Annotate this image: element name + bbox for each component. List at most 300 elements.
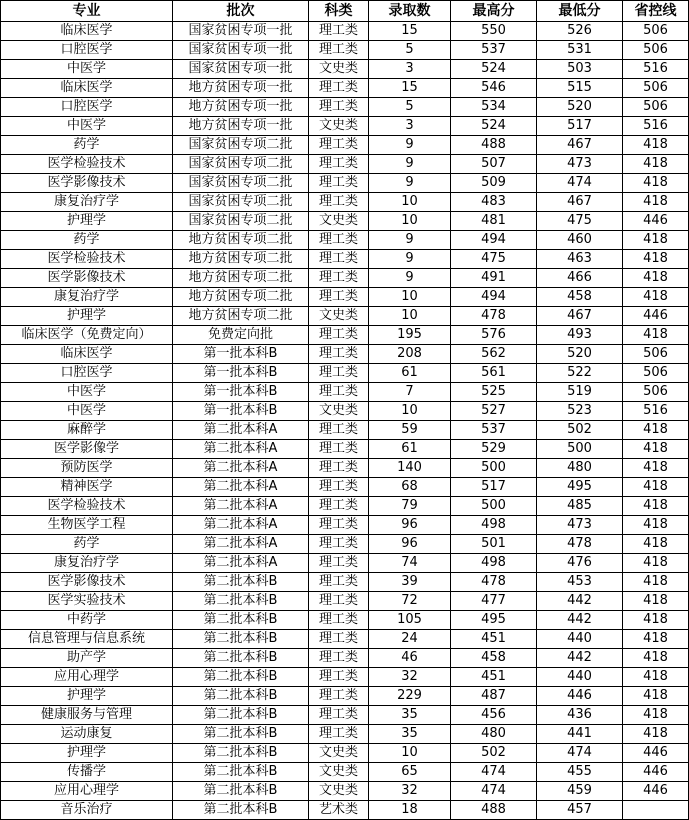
- cell-admitted: 7: [369, 383, 451, 402]
- cell-category: 理工类: [309, 535, 369, 554]
- cell-admitted: 10: [369, 402, 451, 421]
- cell-min-score: 519: [537, 383, 623, 402]
- cell-batch: 第二批本科B: [173, 744, 309, 763]
- cell-admitted: 9: [369, 174, 451, 193]
- cell-batch: 第二批本科B: [173, 725, 309, 744]
- cell-major: 护理学: [1, 212, 173, 231]
- cell-max-score: 451: [451, 668, 537, 687]
- table-row: [1, 174, 689, 193]
- cell-category: 理工类: [309, 687, 369, 706]
- table-row: [1, 649, 689, 668]
- cell-min-score: 441: [537, 725, 623, 744]
- cell-admitted: 9: [369, 231, 451, 250]
- cell-min-score: 467: [537, 193, 623, 212]
- cell-admitted: 15: [369, 79, 451, 98]
- cell-major: 医学实验技术: [1, 592, 173, 611]
- cell-category: 理工类: [309, 497, 369, 516]
- table-row: [1, 630, 689, 649]
- cell-major: 康复治疗学: [1, 554, 173, 573]
- cell-major: 运动康复: [1, 725, 173, 744]
- cell-category: 文史类: [309, 212, 369, 231]
- cell-batch: 第二批本科A: [173, 440, 309, 459]
- cell-admitted: 24: [369, 630, 451, 649]
- cell-admitted: 9: [369, 155, 451, 174]
- cell-max-score: 537: [451, 421, 537, 440]
- cell-batch: 免费定向批: [173, 326, 309, 345]
- cell-category: 理工类: [309, 136, 369, 155]
- table-row: [1, 611, 689, 630]
- cell-admitted: 9: [369, 250, 451, 269]
- cell-batch: 第二批本科B: [173, 801, 309, 820]
- table-row: [1, 478, 689, 497]
- cell-max-score: 480: [451, 725, 537, 744]
- cell-category: 理工类: [309, 250, 369, 269]
- cell-major: 中医学: [1, 402, 173, 421]
- cell-major: 信息管理与信息系统: [1, 630, 173, 649]
- cell-min-score: 523: [537, 402, 623, 421]
- cell-min-score: 442: [537, 611, 623, 630]
- header-row: [1, 1, 689, 22]
- cell-category: 理工类: [309, 174, 369, 193]
- cell-min-score: 485: [537, 497, 623, 516]
- cell-admitted: 10: [369, 193, 451, 212]
- cell-max-score: 498: [451, 554, 537, 573]
- cell-admitted: 74: [369, 554, 451, 573]
- cell-major: 口腔医学: [1, 41, 173, 60]
- cell-category: 文史类: [309, 60, 369, 79]
- cell-min-score: 522: [537, 364, 623, 383]
- cell-min-score: 467: [537, 136, 623, 155]
- cell-major: 临床医学（免费定向）: [1, 326, 173, 345]
- cell-admitted: 72: [369, 592, 451, 611]
- cell-control-line: 446: [623, 744, 689, 763]
- table-row: [1, 744, 689, 763]
- table-row: [1, 782, 689, 801]
- cell-admitted: 10: [369, 212, 451, 231]
- cell-control-line: 418: [623, 421, 689, 440]
- cell-major: 助产学: [1, 649, 173, 668]
- table-row: [1, 98, 689, 117]
- header-major: 专业: [1, 1, 173, 22]
- cell-category: 文史类: [309, 763, 369, 782]
- cell-admitted: 35: [369, 706, 451, 725]
- cell-category: 理工类: [309, 288, 369, 307]
- cell-control-line: 506: [623, 364, 689, 383]
- cell-category: 理工类: [309, 478, 369, 497]
- cell-category: 理工类: [309, 573, 369, 592]
- cell-max-score: 495: [451, 611, 537, 630]
- table-row: [1, 22, 689, 41]
- cell-batch: 地方贫困专项二批: [173, 231, 309, 250]
- cell-major: 药学: [1, 136, 173, 155]
- cell-major: 中医学: [1, 60, 173, 79]
- cell-major: 音乐治疗: [1, 801, 173, 820]
- cell-control-line: 418: [623, 288, 689, 307]
- cell-control-line: 418: [623, 725, 689, 744]
- cell-major: 预防医学: [1, 459, 173, 478]
- cell-min-score: 495: [537, 478, 623, 497]
- table-row: [1, 326, 689, 345]
- cell-category: 理工类: [309, 421, 369, 440]
- cell-max-score: 494: [451, 288, 537, 307]
- cell-control-line: 418: [623, 440, 689, 459]
- cell-admitted: 229: [369, 687, 451, 706]
- table-row: [1, 212, 689, 231]
- cell-batch: 地方贫困专项一批: [173, 79, 309, 98]
- cell-major: 应用心理学: [1, 668, 173, 687]
- cell-major: 医学影像学: [1, 440, 173, 459]
- cell-admitted: 3: [369, 60, 451, 79]
- cell-admitted: 208: [369, 345, 451, 364]
- table-row: [1, 193, 689, 212]
- cell-max-score: 562: [451, 345, 537, 364]
- cell-category: 理工类: [309, 725, 369, 744]
- cell-control-line: 418: [623, 630, 689, 649]
- cell-admitted: 10: [369, 744, 451, 763]
- cell-batch: 国家贫困专项一批: [173, 41, 309, 60]
- cell-category: 理工类: [309, 22, 369, 41]
- cell-min-score: 466: [537, 269, 623, 288]
- cell-admitted: 195: [369, 326, 451, 345]
- cell-control-line: 446: [623, 212, 689, 231]
- cell-major: 临床医学: [1, 345, 173, 364]
- table-row: [1, 687, 689, 706]
- table-row: [1, 79, 689, 98]
- cell-control-line: 418: [623, 516, 689, 535]
- cell-batch: 第一批本科B: [173, 345, 309, 364]
- cell-control-line: 446: [623, 307, 689, 326]
- table-row: [1, 459, 689, 478]
- table-row: [1, 136, 689, 155]
- cell-max-score: 500: [451, 497, 537, 516]
- cell-category: 理工类: [309, 364, 369, 383]
- cell-batch: 第二批本科A: [173, 516, 309, 535]
- cell-category: 理工类: [309, 592, 369, 611]
- cell-major: 中医学: [1, 117, 173, 136]
- cell-max-score: 537: [451, 41, 537, 60]
- table-row: [1, 307, 689, 326]
- cell-max-score: 524: [451, 60, 537, 79]
- header-max-score: 最高分: [451, 1, 537, 22]
- table-row: [1, 421, 689, 440]
- cell-admitted: 61: [369, 440, 451, 459]
- cell-admitted: 5: [369, 41, 451, 60]
- cell-batch: 地方贫困专项二批: [173, 307, 309, 326]
- cell-major: 精神医学: [1, 478, 173, 497]
- cell-admitted: 10: [369, 288, 451, 307]
- header-control-line: 省控线: [623, 1, 689, 22]
- table-row: [1, 668, 689, 687]
- cell-major: 口腔医学: [1, 364, 173, 383]
- table-row: [1, 288, 689, 307]
- cell-control-line: 506: [623, 383, 689, 402]
- cell-batch: 第二批本科A: [173, 421, 309, 440]
- table-row: [1, 269, 689, 288]
- cell-min-score: 531: [537, 41, 623, 60]
- table-row: [1, 60, 689, 79]
- cell-category: 理工类: [309, 41, 369, 60]
- cell-max-score: 534: [451, 98, 537, 117]
- cell-major: 临床医学: [1, 22, 173, 41]
- cell-min-score: 478: [537, 535, 623, 554]
- cell-control-line: 506: [623, 22, 689, 41]
- cell-batch: 第二批本科B: [173, 763, 309, 782]
- cell-control-line: 506: [623, 98, 689, 117]
- cell-min-score: 457: [537, 801, 623, 820]
- table-row: [1, 573, 689, 592]
- cell-batch: 地方贫困专项二批: [173, 250, 309, 269]
- cell-admitted: 5: [369, 98, 451, 117]
- table-row: [1, 364, 689, 383]
- cell-batch: 第二批本科B: [173, 611, 309, 630]
- cell-max-score: 481: [451, 212, 537, 231]
- cell-category: 理工类: [309, 326, 369, 345]
- cell-control-line: 418: [623, 573, 689, 592]
- cell-max-score: 524: [451, 117, 537, 136]
- cell-category: 文史类: [309, 782, 369, 801]
- cell-max-score: 500: [451, 459, 537, 478]
- cell-batch: 国家贫困专项一批: [173, 60, 309, 79]
- table-row: [1, 725, 689, 744]
- table-row: [1, 706, 689, 725]
- cell-admitted: 32: [369, 782, 451, 801]
- cell-control-line: 418: [623, 592, 689, 611]
- cell-control-line: 418: [623, 136, 689, 155]
- cell-min-score: 517: [537, 117, 623, 136]
- cell-control-line: 418: [623, 668, 689, 687]
- cell-major: 药学: [1, 231, 173, 250]
- cell-category: 理工类: [309, 231, 369, 250]
- cell-batch: 国家贫困专项二批: [173, 136, 309, 155]
- cell-min-score: 442: [537, 649, 623, 668]
- table-row: [1, 383, 689, 402]
- cell-max-score: 517: [451, 478, 537, 497]
- cell-batch: 国家贫困专项二批: [173, 155, 309, 174]
- cell-batch: 地方贫困专项一批: [173, 98, 309, 117]
- table-row: [1, 117, 689, 136]
- table-row: [1, 763, 689, 782]
- cell-category: 理工类: [309, 98, 369, 117]
- cell-category: 文史类: [309, 744, 369, 763]
- cell-control-line: 418: [623, 155, 689, 174]
- cell-max-score: 502: [451, 744, 537, 763]
- cell-control-line: 516: [623, 60, 689, 79]
- cell-control-line: 418: [623, 706, 689, 725]
- cell-batch: 地方贫困专项二批: [173, 288, 309, 307]
- cell-min-score: 526: [537, 22, 623, 41]
- table-body: [1, 22, 689, 820]
- cell-control-line: 418: [623, 231, 689, 250]
- cell-control-line: 418: [623, 193, 689, 212]
- cell-major: 康复治疗学: [1, 288, 173, 307]
- table-row: [1, 516, 689, 535]
- cell-min-score: 455: [537, 763, 623, 782]
- cell-min-score: 436: [537, 706, 623, 725]
- cell-max-score: 488: [451, 801, 537, 820]
- cell-batch: 国家贫困专项二批: [173, 212, 309, 231]
- cell-min-score: 459: [537, 782, 623, 801]
- cell-max-score: 491: [451, 269, 537, 288]
- cell-control-line: 506: [623, 345, 689, 364]
- cell-admitted: 105: [369, 611, 451, 630]
- cell-min-score: 503: [537, 60, 623, 79]
- cell-control-line: [623, 801, 689, 820]
- cell-min-score: 500: [537, 440, 623, 459]
- table-row: [1, 592, 689, 611]
- cell-max-score: 475: [451, 250, 537, 269]
- cell-control-line: 418: [623, 459, 689, 478]
- cell-control-line: 446: [623, 782, 689, 801]
- cell-min-score: 520: [537, 98, 623, 117]
- cell-major: 医学检验技术: [1, 497, 173, 516]
- cell-min-score: 474: [537, 744, 623, 763]
- cell-major: 传播学: [1, 763, 173, 782]
- cell-max-score: 474: [451, 763, 537, 782]
- cell-admitted: 61: [369, 364, 451, 383]
- cell-min-score: 460: [537, 231, 623, 250]
- cell-min-score: 440: [537, 668, 623, 687]
- cell-control-line: 418: [623, 554, 689, 573]
- cell-max-score: 561: [451, 364, 537, 383]
- cell-major: 中药学: [1, 611, 173, 630]
- table-row: [1, 345, 689, 364]
- cell-min-score: 467: [537, 307, 623, 326]
- cell-major: 应用心理学: [1, 782, 173, 801]
- cell-min-score: 502: [537, 421, 623, 440]
- cell-batch: 第一批本科B: [173, 364, 309, 383]
- cell-max-score: 477: [451, 592, 537, 611]
- cell-min-score: 440: [537, 630, 623, 649]
- cell-major: 医学检验技术: [1, 250, 173, 269]
- cell-admitted: 39: [369, 573, 451, 592]
- cell-major: 医学影像技术: [1, 174, 173, 193]
- cell-min-score: 458: [537, 288, 623, 307]
- cell-control-line: 516: [623, 117, 689, 136]
- cell-category: 理工类: [309, 706, 369, 725]
- cell-batch: 国家贫困专项二批: [173, 174, 309, 193]
- cell-major: 麻醉学: [1, 421, 173, 440]
- cell-category: 理工类: [309, 345, 369, 364]
- cell-major: 口腔医学: [1, 98, 173, 117]
- cell-control-line: 418: [623, 611, 689, 630]
- cell-category: 文史类: [309, 117, 369, 136]
- cell-admitted: 96: [369, 535, 451, 554]
- table-row: [1, 535, 689, 554]
- cell-max-score: 546: [451, 79, 537, 98]
- cell-control-line: 418: [623, 649, 689, 668]
- cell-batch: 第二批本科A: [173, 459, 309, 478]
- cell-min-score: 442: [537, 592, 623, 611]
- cell-max-score: 525: [451, 383, 537, 402]
- cell-batch: 第一批本科B: [173, 402, 309, 421]
- cell-control-line: 418: [623, 250, 689, 269]
- cell-batch: 地方贫困专项二批: [173, 269, 309, 288]
- cell-min-score: 474: [537, 174, 623, 193]
- cell-admitted: 9: [369, 136, 451, 155]
- cell-control-line: 418: [623, 478, 689, 497]
- cell-category: 理工类: [309, 79, 369, 98]
- cell-batch: 第二批本科A: [173, 478, 309, 497]
- cell-category: 理工类: [309, 554, 369, 573]
- cell-category: 理工类: [309, 668, 369, 687]
- cell-major: 医学影像技术: [1, 269, 173, 288]
- cell-batch: 第二批本科B: [173, 782, 309, 801]
- cell-min-score: 446: [537, 687, 623, 706]
- cell-major: 中医学: [1, 383, 173, 402]
- cell-major: 护理学: [1, 744, 173, 763]
- cell-category: 理工类: [309, 383, 369, 402]
- cell-max-score: 474: [451, 782, 537, 801]
- cell-batch: 国家贫困专项一批: [173, 22, 309, 41]
- cell-category: 理工类: [309, 155, 369, 174]
- cell-min-score: 463: [537, 250, 623, 269]
- cell-major: 药学: [1, 535, 173, 554]
- cell-max-score: 498: [451, 516, 537, 535]
- cell-max-score: 550: [451, 22, 537, 41]
- cell-max-score: 494: [451, 231, 537, 250]
- cell-category: 理工类: [309, 440, 369, 459]
- cell-category: 文史类: [309, 307, 369, 326]
- cell-min-score: 480: [537, 459, 623, 478]
- cell-batch: 第二批本科B: [173, 649, 309, 668]
- cell-control-line: 506: [623, 79, 689, 98]
- cell-control-line: 418: [623, 687, 689, 706]
- cell-batch: 第二批本科B: [173, 687, 309, 706]
- cell-major: 临床医学: [1, 79, 173, 98]
- cell-control-line: 418: [623, 497, 689, 516]
- table-row: [1, 41, 689, 60]
- cell-major: 生物医学工程: [1, 516, 173, 535]
- cell-category: 艺术类: [309, 801, 369, 820]
- cell-max-score: 576: [451, 326, 537, 345]
- cell-control-line: 506: [623, 41, 689, 60]
- cell-category: 理工类: [309, 269, 369, 288]
- cell-control-line: 516: [623, 402, 689, 421]
- table-row: [1, 402, 689, 421]
- cell-max-score: 507: [451, 155, 537, 174]
- cell-major: 护理学: [1, 307, 173, 326]
- cell-batch: 第二批本科B: [173, 573, 309, 592]
- cell-major: 康复治疗学: [1, 193, 173, 212]
- cell-admitted: 15: [369, 22, 451, 41]
- cell-admitted: 96: [369, 516, 451, 535]
- cell-max-score: 509: [451, 174, 537, 193]
- table-row: [1, 554, 689, 573]
- cell-batch: 国家贫困专项二批: [173, 193, 309, 212]
- cell-major: 护理学: [1, 687, 173, 706]
- cell-batch: 第二批本科B: [173, 592, 309, 611]
- cell-min-score: 520: [537, 345, 623, 364]
- cell-max-score: 527: [451, 402, 537, 421]
- cell-category: 理工类: [309, 630, 369, 649]
- cell-control-line: 418: [623, 326, 689, 345]
- cell-major: 医学检验技术: [1, 155, 173, 174]
- cell-admitted: 10: [369, 307, 451, 326]
- cell-batch: 第二批本科A: [173, 554, 309, 573]
- cell-category: 理工类: [309, 459, 369, 478]
- cell-max-score: 478: [451, 307, 537, 326]
- cell-batch: 第二批本科B: [173, 630, 309, 649]
- header-admitted: 录取数: [369, 1, 451, 22]
- cell-control-line: 418: [623, 174, 689, 193]
- cell-admitted: 46: [369, 649, 451, 668]
- table-row: [1, 497, 689, 516]
- cell-max-score: 487: [451, 687, 537, 706]
- cell-min-score: 473: [537, 155, 623, 174]
- cell-min-score: 453: [537, 573, 623, 592]
- header-min-score: 最低分: [537, 1, 623, 22]
- cell-batch: 第一批本科B: [173, 383, 309, 402]
